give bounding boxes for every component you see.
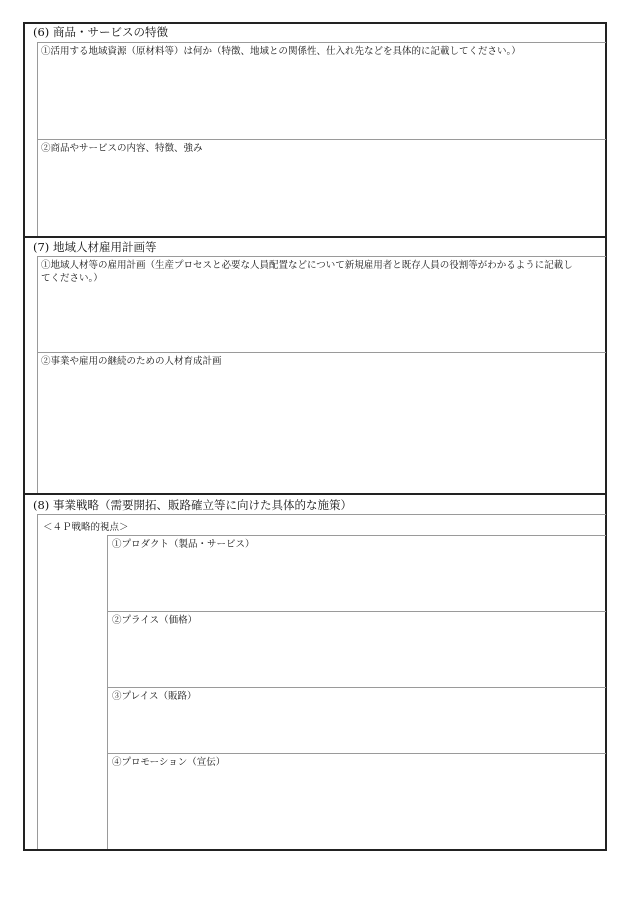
section-7-field-2-label: ②事業や雇用の継続のための人材育成計画 (41, 356, 222, 367)
section-6-field-2-label: ②商品やサービスの内容、特徴、強み (41, 143, 203, 154)
price-field-label: ②プライス（価格） (112, 615, 198, 626)
section-7-field-1-label-line-2: てください。） (41, 273, 103, 284)
section-6-field-1-label: ①活用する地域資源（原材料等）は何か（特徴、地域との関係性、仕入れ先などを具体的に記載してください。） (41, 46, 521, 57)
place-field-label: ③プレイス（販路） (112, 691, 197, 702)
product-field-label: ①プロダクト（製品・サービス） (112, 539, 255, 550)
section-7-title: (7) 地域人材雇用計画等 (33, 240, 157, 254)
section-6-title: (6) 商品・サービスの特徴 (33, 25, 168, 39)
promotion-field-label: ④プロモーション（宣伝） (112, 757, 226, 768)
section-7-field-2[interactable] (37, 352, 606, 493)
section-7-field-1-label-line-1: ①地域人材等の雇用計画（生産プロセスと必要な人員配置などについて新規雇用者と既存人員の役割等がわかるように記載し (41, 260, 573, 271)
section-8-title: (8) 事業戦略（需要開拓、販路確立等に向けた具体的な施策） (33, 498, 352, 512)
section-8-subheading: ＜４Ｐ戦略的視点＞ (43, 522, 129, 533)
